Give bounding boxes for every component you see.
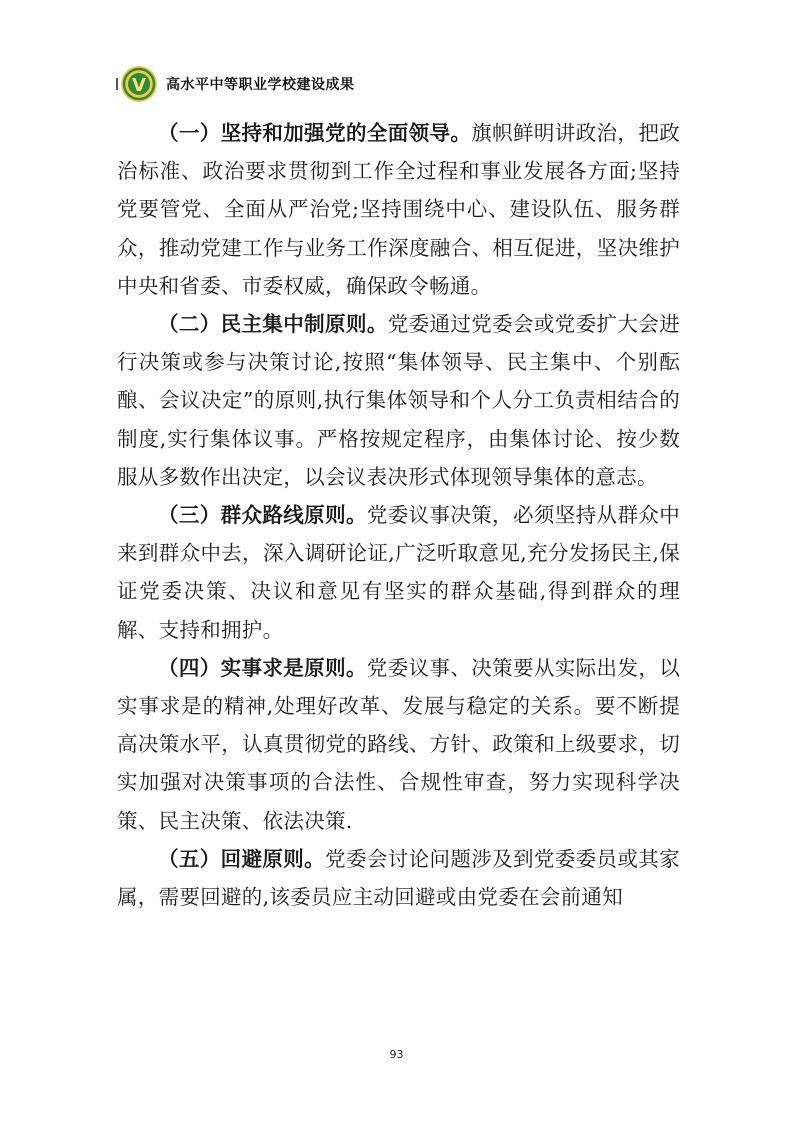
paragraph-text: 党委会讨论问题涉及到党委委员或其家属，需要回避的,该委员应主动回避或由党委在会前通知 [117, 846, 680, 910]
paragraph-2 [117, 305, 680, 496]
paragraph-heading: （四）实事求是原则。 [158, 655, 367, 680]
page-number: 93 [389, 1048, 404, 1061]
paragraph-heading: （三）群众路线原则。 [158, 503, 367, 528]
paragraph-heading: （五）回避原则。 [158, 846, 326, 871]
paragraph-text: 党委通过党委会或党委扩大会进行决策或参与决策讨论,按照“集体领导、民主集中、个别酝酿、会议决定”的原则,执行集体领导和个人分工负责相结合的制度,实行集体议事。严格按规定程序，由集体讨论、按少数服从多数作出决定，以会议表决形式体现领导集体的意志。 [117, 312, 680, 489]
paragraph-text: 旗帜鲜明讲政治，把政治标准、政治要求贯彻到工作全过程和事业发展各方面;坚持党要管党、全面从严治党;坚持围绕中心、建设队伍、服务群众，推动党建工作与业务工作深度融合、相互促进，坚决维护中央和省委、市委权威，确保政令畅通。 [117, 121, 680, 298]
header-edge-mark [116, 78, 118, 90]
document-body [117, 114, 680, 916]
page-header [120, 64, 355, 104]
paragraph-heading: （二）民主集中制原则。 [158, 312, 388, 337]
header-title: 高水平中等职业学校建设成果 [166, 77, 355, 93]
emblem-letter: V [132, 75, 146, 96]
paragraph-heading: （一）坚持和加强党的全面领导。 [158, 121, 472, 145]
paragraph-text: 党委议事决策，必须坚持从群众中来到群众中去，深入调研论证,广泛听取意见,充分发扬民主,保证党委决策、决议和意见有坚实的群众基础,得到群众的理解、支持和拥护。 [117, 503, 681, 642]
paragraph-1 [117, 114, 680, 305]
paragraph-4 [117, 649, 680, 840]
paragraph-3 [117, 496, 680, 649]
paragraph-text: 党委议事、决策要从实际出发，以实事求是的精神,处理好改革、发展与稳定的关系。要不断提高决策水平，认真贯彻党的路线、方针、政策和上级要求，切实加强对决策事项的合法性、合规性审查，努力实现科学决策、民主决策、依法决策. [117, 655, 681, 833]
paragraph-5 [117, 840, 680, 916]
school-emblem-icon [120, 65, 158, 103]
